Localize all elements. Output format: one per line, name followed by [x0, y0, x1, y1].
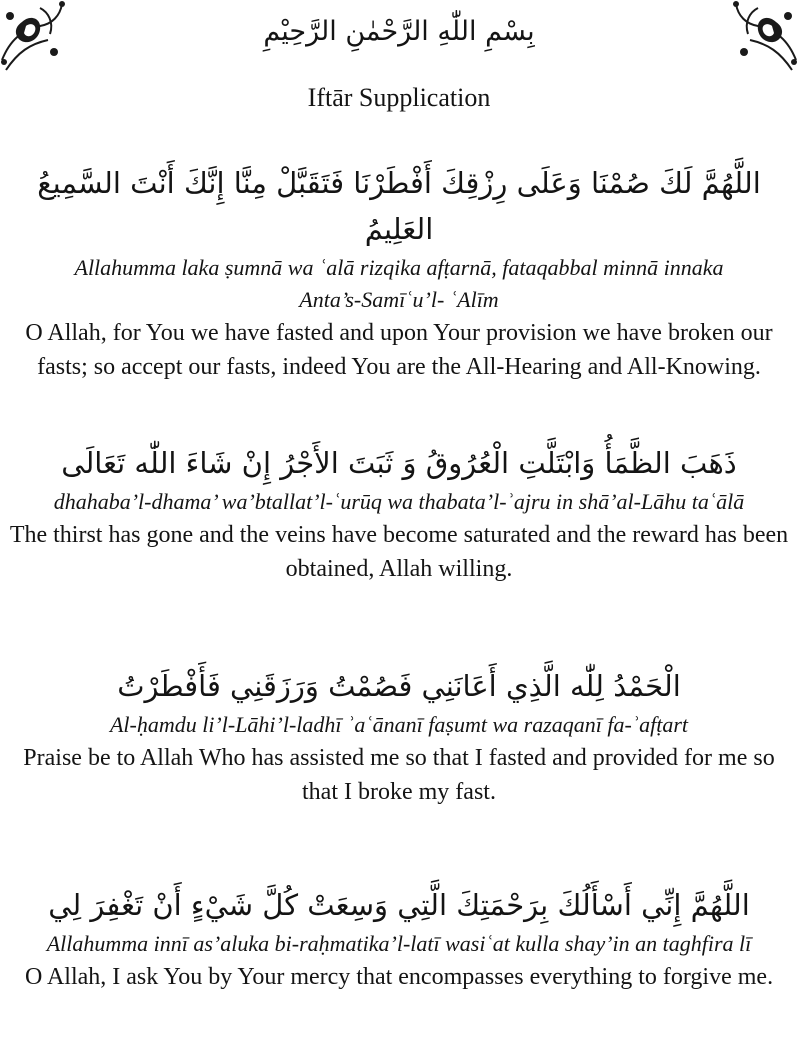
transliteration-text: Al-ḥamdu li’l-Lāhi’l-ladhī ʾaʿānanī faṣumt wa razaqanī fa-ʾafṭart [109, 712, 689, 737]
transliteration-text: dhahaba’l-dhama’ wa’btallat’l-ʿurūq wa thabata’l-ʾajru in shā’al-Lāhu taʿālā [53, 489, 745, 514]
translation-text: O Allah, I ask You by Your mercy that encompasses everything to forgive me. [24, 964, 774, 990]
translation-text: The thirst has gone and the veins have become saturated and the reward has been obtained, Allah willing. [9, 522, 789, 582]
supplication-block [0, 663, 798, 809]
supplication-block [0, 440, 798, 586]
transliteration-text: Allahumma innī as’aluka bi-raḥmatika’l-latī wasiʿat kulla shay’in an taghfira lī [46, 931, 752, 956]
page-title: Iftār Supplication [307, 83, 491, 112]
supplication-block [0, 160, 798, 384]
translation-text: Praise be to Allah Who has assisted me so that I fasted and provided for me so that I broke my fast. [23, 745, 775, 805]
arabic-text: الْحَمْدُ لِلّٰه الَّذِي أَعَانَنِي فَصُمْتُ وَرَزَقَنِي فَأَفْطَرْتُ [117, 669, 681, 703]
arabic-text: اللَّهُمَّ إِنِّي أَسْأَلُكَ بِرَحْمَتِكَ الَّتِي وَسِعَتْ كُلَّ شَيْءٍ أَنْ تَغْفِرَ لِي [48, 888, 750, 922]
transliteration-text: Allahumma laka ṣumnā wa ʿalā rizqika afṭarnā, fataqabbal minnā innaka [74, 255, 724, 280]
supplication-block [0, 882, 798, 994]
transliteration-text: Anta’s-Samīʿu’l- ʿAlīm [299, 287, 499, 312]
arabic-text: اللَّهُمَّ لَكَ صُمْنَا وَعَلَى رِزْقِكَ أَفْطَرْنَا فَتَقَبَّلْ مِنَّا إِنَّكَ أَنْتَ السَّمِيعُ العَلِيمُ [37, 166, 761, 246]
arabic-text: ذَهَبَ الظَّمَأُ وَابْتَلَّتِ الْعُرُوقُ وَ ثَبَتَ الأَجْرُ إِنْ شَاءَ اللّٰه تَعَالَى [61, 446, 737, 480]
basmala-heading: بِسْمِ اللّٰهِ الرَّحْمٰنِ الرَّحِيْمِ [263, 16, 535, 47]
translation-text: O Allah, for You we have fasted and upon Your provision we have broken our fasts; so accept our fasts, indeed You are the All-Hearing and All-Knowing. [25, 320, 773, 380]
